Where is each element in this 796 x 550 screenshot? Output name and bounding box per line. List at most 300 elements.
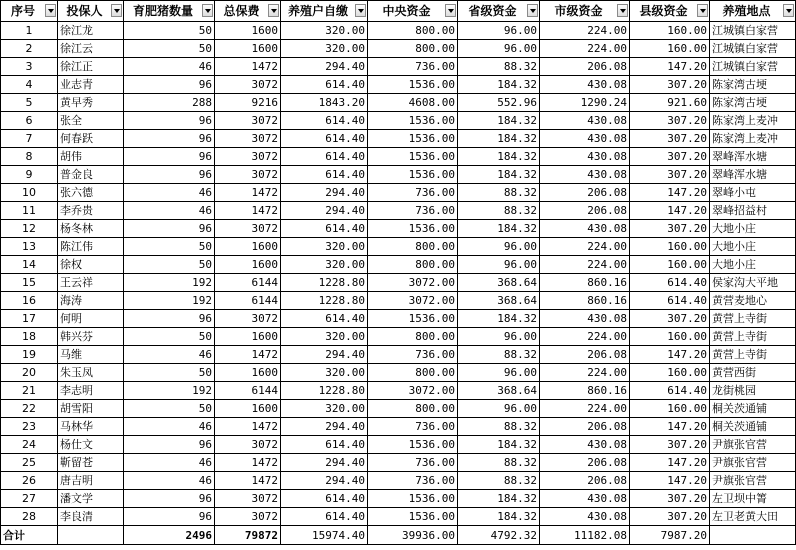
cell-central-fund[interactable]: 800.00 (368, 400, 458, 418)
cell-insured[interactable]: 何明 (58, 310, 124, 328)
cell-city-fund[interactable]: 224.00 (540, 238, 630, 256)
filter-dropdown-icon[interactable] (202, 4, 213, 17)
cell-pig-count[interactable]: 50 (124, 238, 215, 256)
cell-total-premium[interactable]: 1472 (215, 418, 281, 436)
cell-provincial-fund[interactable]: 368.64 (458, 274, 540, 292)
cell-location[interactable]: 大地小庄 (710, 238, 796, 256)
cell-city-fund[interactable]: 430.08 (540, 436, 630, 454)
cell-total-premium[interactable]: 3072 (215, 112, 281, 130)
cell-location[interactable]: 江城镇白家营 (710, 22, 796, 40)
cell-location[interactable]: 陈家湾上麦冲 (710, 130, 796, 148)
cell-index[interactable]: 9 (1, 166, 58, 184)
cell-pig-count[interactable]: 96 (124, 220, 215, 238)
cell-provincial-fund[interactable]: 184.32 (458, 310, 540, 328)
cell-total-premium[interactable]: 1472 (215, 472, 281, 490)
total-central-fund[interactable]: 39936.00 (368, 526, 458, 545)
cell-farmer-pay[interactable]: 614.40 (281, 436, 368, 454)
cell-city-fund[interactable]: 430.08 (540, 112, 630, 130)
cell-total-premium[interactable]: 1472 (215, 346, 281, 364)
cell-pig-count[interactable]: 46 (124, 202, 215, 220)
cell-total-premium[interactable]: 9216 (215, 94, 281, 112)
total-county-fund[interactable]: 7987.20 (630, 526, 710, 545)
cell-farmer-pay[interactable]: 294.40 (281, 454, 368, 472)
cell-city-fund[interactable]: 430.08 (540, 76, 630, 94)
filter-dropdown-icon[interactable] (445, 4, 456, 17)
cell-insured[interactable]: 普金良 (58, 166, 124, 184)
cell-county-fund[interactable]: 147.20 (630, 346, 710, 364)
cell-farmer-pay[interactable]: 320.00 (281, 40, 368, 58)
cell-insured[interactable]: 朱玉凤 (58, 364, 124, 382)
cell-city-fund[interactable]: 860.16 (540, 292, 630, 310)
cell-farmer-pay[interactable]: 294.40 (281, 418, 368, 436)
cell-pig-count[interactable]: 46 (124, 418, 215, 436)
cell-central-fund[interactable]: 736.00 (368, 472, 458, 490)
cell-central-fund[interactable]: 736.00 (368, 58, 458, 76)
cell-insured[interactable]: 海涛 (58, 292, 124, 310)
cell-provincial-fund[interactable]: 184.32 (458, 436, 540, 454)
cell-total-premium[interactable]: 6144 (215, 382, 281, 400)
cell-total-premium[interactable]: 3072 (215, 220, 281, 238)
cell-insured[interactable]: 张六德 (58, 184, 124, 202)
cell-total-premium[interactable]: 1600 (215, 400, 281, 418)
cell-insured[interactable]: 唐吉明 (58, 472, 124, 490)
cell-provincial-fund[interactable]: 96.00 (458, 328, 540, 346)
cell-location[interactable]: 翠峰浑水塘 (710, 148, 796, 166)
cell-location[interactable]: 大地小庄 (710, 220, 796, 238)
cell-location[interactable]: 黄营西街 (710, 364, 796, 382)
cell-pig-count[interactable]: 46 (124, 58, 215, 76)
cell-provincial-fund[interactable]: 184.32 (458, 130, 540, 148)
cell-total-premium[interactable]: 3072 (215, 310, 281, 328)
cell-county-fund[interactable]: 160.00 (630, 40, 710, 58)
cell-central-fund[interactable]: 736.00 (368, 184, 458, 202)
cell-central-fund[interactable]: 800.00 (368, 40, 458, 58)
cell-pig-count[interactable]: 96 (124, 436, 215, 454)
cell-provincial-fund[interactable]: 88.32 (458, 418, 540, 436)
cell-location[interactable]: 翠峰小屯 (710, 184, 796, 202)
cell-index[interactable]: 7 (1, 130, 58, 148)
cell-insured[interactable]: 杨仕文 (58, 436, 124, 454)
cell-central-fund[interactable]: 3072.00 (368, 382, 458, 400)
cell-farmer-pay[interactable]: 614.40 (281, 508, 368, 526)
total-provincial-fund[interactable]: 4792.32 (458, 526, 540, 545)
cell-location[interactable]: 龙街桃园 (710, 382, 796, 400)
cell-farmer-pay[interactable]: 614.40 (281, 130, 368, 148)
cell-provincial-fund[interactable]: 184.32 (458, 76, 540, 94)
cell-city-fund[interactable]: 430.08 (540, 130, 630, 148)
cell-location[interactable]: 陈家湾古埂 (710, 94, 796, 112)
cell-insured[interactable]: 韩兴芬 (58, 328, 124, 346)
cell-insured[interactable]: 何春跃 (58, 130, 124, 148)
cell-city-fund[interactable]: 224.00 (540, 256, 630, 274)
cell-insured[interactable]: 李良清 (58, 508, 124, 526)
cell-index[interactable]: 16 (1, 292, 58, 310)
cell-city-fund[interactable]: 430.08 (540, 310, 630, 328)
cell-county-fund[interactable]: 160.00 (630, 400, 710, 418)
cell-provincial-fund[interactable]: 184.32 (458, 490, 540, 508)
cell-provincial-fund[interactable]: 184.32 (458, 166, 540, 184)
cell-city-fund[interactable]: 206.08 (540, 346, 630, 364)
cell-index[interactable]: 8 (1, 148, 58, 166)
cell-insured[interactable]: 马维 (58, 346, 124, 364)
cell-location[interactable]: 尹旗张官营 (710, 454, 796, 472)
cell-location[interactable]: 左卫老黄大田 (710, 508, 796, 526)
cell-county-fund[interactable]: 614.40 (630, 274, 710, 292)
cell-index[interactable]: 15 (1, 274, 58, 292)
cell-central-fund[interactable]: 1536.00 (368, 310, 458, 328)
cell-pig-count[interactable]: 96 (124, 166, 215, 184)
cell-index[interactable]: 18 (1, 328, 58, 346)
cell-location[interactable]: 桐关茨通铺 (710, 418, 796, 436)
cell-city-fund[interactable]: 1290.24 (540, 94, 630, 112)
cell-pig-count[interactable]: 192 (124, 274, 215, 292)
cell-insured[interactable]: 李志明 (58, 382, 124, 400)
cell-county-fund[interactable]: 160.00 (630, 328, 710, 346)
cell-insured[interactable]: 徐江正 (58, 58, 124, 76)
cell-farmer-pay[interactable]: 614.40 (281, 148, 368, 166)
cell-total-premium[interactable]: 6144 (215, 292, 281, 310)
cell-insured[interactable]: 马林华 (58, 418, 124, 436)
cell-index[interactable]: 23 (1, 418, 58, 436)
cell-farmer-pay[interactable]: 294.40 (281, 184, 368, 202)
cell-farmer-pay[interactable]: 614.40 (281, 220, 368, 238)
cell-farmer-pay[interactable]: 294.40 (281, 58, 368, 76)
cell-index[interactable]: 1 (1, 22, 58, 40)
cell-central-fund[interactable]: 1536.00 (368, 436, 458, 454)
cell-location[interactable]: 陈家湾古埂 (710, 76, 796, 94)
cell-pig-count[interactable]: 50 (124, 328, 215, 346)
cell-central-fund[interactable]: 736.00 (368, 202, 458, 220)
cell-farmer-pay[interactable]: 614.40 (281, 76, 368, 94)
cell-farmer-pay[interactable]: 614.40 (281, 166, 368, 184)
cell-provincial-fund[interactable]: 552.96 (458, 94, 540, 112)
total-farmer-pay[interactable]: 15974.40 (281, 526, 368, 545)
cell-pig-count[interactable]: 50 (124, 364, 215, 382)
cell-index[interactable]: 3 (1, 58, 58, 76)
cell-central-fund[interactable]: 800.00 (368, 238, 458, 256)
cell-county-fund[interactable]: 307.20 (630, 148, 710, 166)
cell-provincial-fund[interactable]: 96.00 (458, 238, 540, 256)
cell-farmer-pay[interactable]: 320.00 (281, 328, 368, 346)
cell-city-fund[interactable]: 860.16 (540, 382, 630, 400)
cell-county-fund[interactable]: 307.20 (630, 76, 710, 94)
cell-county-fund[interactable]: 307.20 (630, 166, 710, 184)
cell-location[interactable]: 陈家湾上麦冲 (710, 112, 796, 130)
cell-county-fund[interactable]: 307.20 (630, 436, 710, 454)
cell-city-fund[interactable]: 206.08 (540, 202, 630, 220)
cell-city-fund[interactable]: 860.16 (540, 274, 630, 292)
cell-pig-count[interactable]: 96 (124, 508, 215, 526)
cell-city-fund[interactable]: 224.00 (540, 364, 630, 382)
cell-provincial-fund[interactable]: 88.32 (458, 472, 540, 490)
cell-index[interactable]: 10 (1, 184, 58, 202)
cell-central-fund[interactable]: 1536.00 (368, 76, 458, 94)
filter-dropdown-icon[interactable] (697, 4, 708, 17)
cell-farmer-pay[interactable]: 294.40 (281, 472, 368, 490)
cell-total-premium[interactable]: 3072 (215, 436, 281, 454)
cell-insured[interactable]: 业志青 (58, 76, 124, 94)
cell-provincial-fund[interactable]: 88.32 (458, 58, 540, 76)
cell-pig-count[interactable]: 288 (124, 94, 215, 112)
cell-index[interactable]: 19 (1, 346, 58, 364)
total-insured[interactable] (58, 526, 124, 545)
cell-index[interactable]: 20 (1, 364, 58, 382)
cell-city-fund[interactable]: 430.08 (540, 220, 630, 238)
cell-county-fund[interactable]: 147.20 (630, 472, 710, 490)
cell-city-fund[interactable]: 206.08 (540, 184, 630, 202)
cell-county-fund[interactable]: 307.20 (630, 508, 710, 526)
cell-county-fund[interactable]: 614.40 (630, 292, 710, 310)
cell-city-fund[interactable]: 430.08 (540, 508, 630, 526)
total-pig-count[interactable]: 2496 (124, 526, 215, 545)
cell-pig-count[interactable]: 50 (124, 256, 215, 274)
cell-farmer-pay[interactable]: 1228.80 (281, 382, 368, 400)
cell-pig-count[interactable]: 46 (124, 472, 215, 490)
cell-total-premium[interactable]: 1472 (215, 202, 281, 220)
filter-dropdown-icon[interactable] (527, 4, 538, 17)
cell-pig-count[interactable]: 96 (124, 148, 215, 166)
cell-pig-count[interactable]: 46 (124, 454, 215, 472)
cell-farmer-pay[interactable]: 1228.80 (281, 292, 368, 310)
cell-insured[interactable]: 靳留苍 (58, 454, 124, 472)
cell-central-fund[interactable]: 3072.00 (368, 292, 458, 310)
total-label[interactable]: 合计 (1, 526, 58, 545)
cell-location[interactable]: 江城镇白家营 (710, 40, 796, 58)
cell-central-fund[interactable]: 800.00 (368, 328, 458, 346)
cell-insured[interactable]: 徐江龙 (58, 22, 124, 40)
cell-county-fund[interactable]: 160.00 (630, 256, 710, 274)
cell-location[interactable]: 江城镇白家营 (710, 58, 796, 76)
cell-index[interactable]: 27 (1, 490, 58, 508)
cell-city-fund[interactable]: 430.08 (540, 166, 630, 184)
cell-pig-count[interactable]: 46 (124, 184, 215, 202)
cell-central-fund[interactable]: 800.00 (368, 256, 458, 274)
cell-index[interactable]: 28 (1, 508, 58, 526)
cell-total-premium[interactable]: 3072 (215, 166, 281, 184)
cell-provincial-fund[interactable]: 184.32 (458, 112, 540, 130)
cell-insured[interactable]: 徐江云 (58, 40, 124, 58)
cell-index[interactable]: 24 (1, 436, 58, 454)
cell-county-fund[interactable]: 147.20 (630, 202, 710, 220)
cell-county-fund[interactable]: 160.00 (630, 364, 710, 382)
cell-location[interactable]: 桐关茨通铺 (710, 400, 796, 418)
cell-pig-count[interactable]: 96 (124, 76, 215, 94)
cell-insured[interactable]: 徐权 (58, 256, 124, 274)
cell-county-fund[interactable]: 307.20 (630, 490, 710, 508)
cell-city-fund[interactable]: 430.08 (540, 148, 630, 166)
cell-central-fund[interactable]: 800.00 (368, 364, 458, 382)
cell-location[interactable]: 黄营上寺街 (710, 346, 796, 364)
cell-provincial-fund[interactable]: 88.32 (458, 202, 540, 220)
cell-location[interactable]: 黄营麦地心 (710, 292, 796, 310)
cell-central-fund[interactable]: 1536.00 (368, 166, 458, 184)
cell-central-fund[interactable]: 1536.00 (368, 130, 458, 148)
total-total-premium[interactable]: 79872 (215, 526, 281, 545)
cell-farmer-pay[interactable]: 1228.80 (281, 274, 368, 292)
cell-index[interactable]: 21 (1, 382, 58, 400)
cell-central-fund[interactable]: 736.00 (368, 454, 458, 472)
cell-central-fund[interactable]: 1536.00 (368, 508, 458, 526)
cell-farmer-pay[interactable]: 614.40 (281, 310, 368, 328)
cell-farmer-pay[interactable]: 320.00 (281, 364, 368, 382)
cell-location[interactable]: 尹旗张官营 (710, 472, 796, 490)
cell-pig-count[interactable]: 192 (124, 382, 215, 400)
cell-total-premium[interactable]: 1600 (215, 40, 281, 58)
total-location[interactable] (710, 526, 796, 545)
filter-dropdown-icon[interactable] (783, 4, 794, 17)
cell-city-fund[interactable]: 206.08 (540, 418, 630, 436)
filter-dropdown-icon[interactable] (617, 4, 628, 17)
cell-total-premium[interactable]: 1600 (215, 328, 281, 346)
cell-central-fund[interactable]: 736.00 (368, 418, 458, 436)
cell-county-fund[interactable]: 307.20 (630, 112, 710, 130)
cell-city-fund[interactable]: 206.08 (540, 58, 630, 76)
cell-provincial-fund[interactable]: 184.32 (458, 508, 540, 526)
cell-insured[interactable]: 杨冬林 (58, 220, 124, 238)
cell-provincial-fund[interactable]: 184.32 (458, 220, 540, 238)
cell-central-fund[interactable]: 1536.00 (368, 220, 458, 238)
filter-dropdown-icon[interactable] (45, 4, 56, 17)
filter-dropdown-icon[interactable] (355, 4, 366, 17)
cell-pig-count[interactable]: 50 (124, 400, 215, 418)
cell-provincial-fund[interactable]: 368.64 (458, 292, 540, 310)
cell-central-fund[interactable]: 800.00 (368, 22, 458, 40)
cell-total-premium[interactable]: 1472 (215, 58, 281, 76)
cell-provincial-fund[interactable]: 96.00 (458, 40, 540, 58)
cell-total-premium[interactable]: 3072 (215, 490, 281, 508)
cell-city-fund[interactable]: 206.08 (540, 472, 630, 490)
cell-pig-count[interactable]: 96 (124, 112, 215, 130)
cell-pig-count[interactable]: 96 (124, 490, 215, 508)
cell-farmer-pay[interactable]: 294.40 (281, 202, 368, 220)
cell-farmer-pay[interactable]: 294.40 (281, 346, 368, 364)
cell-location[interactable]: 左卫坝中箐 (710, 490, 796, 508)
cell-city-fund[interactable]: 224.00 (540, 400, 630, 418)
cell-county-fund[interactable]: 307.20 (630, 310, 710, 328)
cell-provincial-fund[interactable]: 96.00 (458, 400, 540, 418)
cell-index[interactable]: 2 (1, 40, 58, 58)
cell-location[interactable]: 黄营上寺街 (710, 310, 796, 328)
cell-county-fund[interactable]: 160.00 (630, 238, 710, 256)
cell-farmer-pay[interactable]: 320.00 (281, 400, 368, 418)
filter-dropdown-icon[interactable] (268, 4, 279, 17)
cell-county-fund[interactable]: 147.20 (630, 184, 710, 202)
cell-county-fund[interactable]: 307.20 (630, 220, 710, 238)
cell-insured[interactable]: 李乔贵 (58, 202, 124, 220)
cell-pig-count[interactable]: 50 (124, 22, 215, 40)
cell-pig-count[interactable]: 96 (124, 130, 215, 148)
cell-central-fund[interactable]: 4608.00 (368, 94, 458, 112)
cell-index[interactable]: 6 (1, 112, 58, 130)
cell-city-fund[interactable]: 224.00 (540, 22, 630, 40)
cell-insured[interactable]: 潘文学 (58, 490, 124, 508)
cell-county-fund[interactable]: 614.40 (630, 382, 710, 400)
cell-index[interactable]: 25 (1, 454, 58, 472)
cell-county-fund[interactable]: 147.20 (630, 454, 710, 472)
total-city-fund[interactable]: 11182.08 (540, 526, 630, 545)
cell-total-premium[interactable]: 1600 (215, 238, 281, 256)
cell-central-fund[interactable]: 3072.00 (368, 274, 458, 292)
cell-insured[interactable]: 王云祥 (58, 274, 124, 292)
cell-index[interactable]: 12 (1, 220, 58, 238)
cell-county-fund[interactable]: 160.00 (630, 22, 710, 40)
cell-location[interactable]: 翠峰招益村 (710, 202, 796, 220)
cell-provincial-fund[interactable]: 88.32 (458, 184, 540, 202)
cell-central-fund[interactable]: 1536.00 (368, 490, 458, 508)
cell-central-fund[interactable]: 736.00 (368, 346, 458, 364)
cell-pig-count[interactable]: 192 (124, 292, 215, 310)
cell-provincial-fund[interactable]: 96.00 (458, 256, 540, 274)
cell-central-fund[interactable]: 1536.00 (368, 112, 458, 130)
cell-location[interactable]: 翠峰浑水塘 (710, 166, 796, 184)
cell-total-premium[interactable]: 6144 (215, 274, 281, 292)
cell-index[interactable]: 5 (1, 94, 58, 112)
cell-county-fund[interactable]: 147.20 (630, 418, 710, 436)
cell-location[interactable]: 尹旗张官营 (710, 436, 796, 454)
cell-farmer-pay[interactable]: 320.00 (281, 238, 368, 256)
cell-provincial-fund[interactable]: 88.32 (458, 346, 540, 364)
cell-total-premium[interactable]: 3072 (215, 508, 281, 526)
cell-county-fund[interactable]: 147.20 (630, 58, 710, 76)
cell-total-premium[interactable]: 1600 (215, 256, 281, 274)
cell-index[interactable]: 14 (1, 256, 58, 274)
cell-provincial-fund[interactable]: 96.00 (458, 22, 540, 40)
cell-farmer-pay[interactable]: 320.00 (281, 22, 368, 40)
cell-insured[interactable]: 胡伟 (58, 148, 124, 166)
cell-location[interactable]: 大地小庄 (710, 256, 796, 274)
cell-central-fund[interactable]: 1536.00 (368, 148, 458, 166)
cell-farmer-pay[interactable]: 614.40 (281, 490, 368, 508)
cell-total-premium[interactable]: 1472 (215, 454, 281, 472)
cell-farmer-pay[interactable]: 320.00 (281, 256, 368, 274)
cell-pig-count[interactable]: 96 (124, 310, 215, 328)
cell-index[interactable]: 26 (1, 472, 58, 490)
cell-farmer-pay[interactable]: 1843.20 (281, 94, 368, 112)
cell-total-premium[interactable]: 1600 (215, 364, 281, 382)
cell-total-premium[interactable]: 3072 (215, 148, 281, 166)
filter-dropdown-icon[interactable] (111, 4, 122, 17)
cell-total-premium[interactable]: 1472 (215, 184, 281, 202)
cell-county-fund[interactable]: 921.60 (630, 94, 710, 112)
cell-provincial-fund[interactable]: 96.00 (458, 364, 540, 382)
cell-insured[interactable]: 黄早秀 (58, 94, 124, 112)
cell-provincial-fund[interactable]: 88.32 (458, 454, 540, 472)
cell-city-fund[interactable]: 206.08 (540, 454, 630, 472)
cell-index[interactable]: 4 (1, 76, 58, 94)
cell-index[interactable]: 22 (1, 400, 58, 418)
cell-index[interactable]: 11 (1, 202, 58, 220)
cell-insured[interactable]: 陈江伟 (58, 238, 124, 256)
cell-total-premium[interactable]: 1600 (215, 22, 281, 40)
cell-pig-count[interactable]: 46 (124, 346, 215, 364)
cell-location[interactable]: 黄营上寺街 (710, 328, 796, 346)
cell-insured[interactable]: 张全 (58, 112, 124, 130)
cell-insured[interactable]: 胡雪阳 (58, 400, 124, 418)
cell-location[interactable]: 侯家沟大平地 (710, 274, 796, 292)
cell-city-fund[interactable]: 430.08 (540, 490, 630, 508)
cell-total-premium[interactable]: 3072 (215, 130, 281, 148)
cell-city-fund[interactable]: 224.00 (540, 328, 630, 346)
cell-pig-count[interactable]: 50 (124, 40, 215, 58)
cell-index[interactable]: 17 (1, 310, 58, 328)
cell-provincial-fund[interactable]: 184.32 (458, 148, 540, 166)
cell-total-premium[interactable]: 3072 (215, 76, 281, 94)
cell-city-fund[interactable]: 224.00 (540, 40, 630, 58)
cell-provincial-fund[interactable]: 368.64 (458, 382, 540, 400)
cell-index[interactable]: 13 (1, 238, 58, 256)
cell-county-fund[interactable]: 307.20 (630, 130, 710, 148)
cell-farmer-pay[interactable]: 614.40 (281, 112, 368, 130)
